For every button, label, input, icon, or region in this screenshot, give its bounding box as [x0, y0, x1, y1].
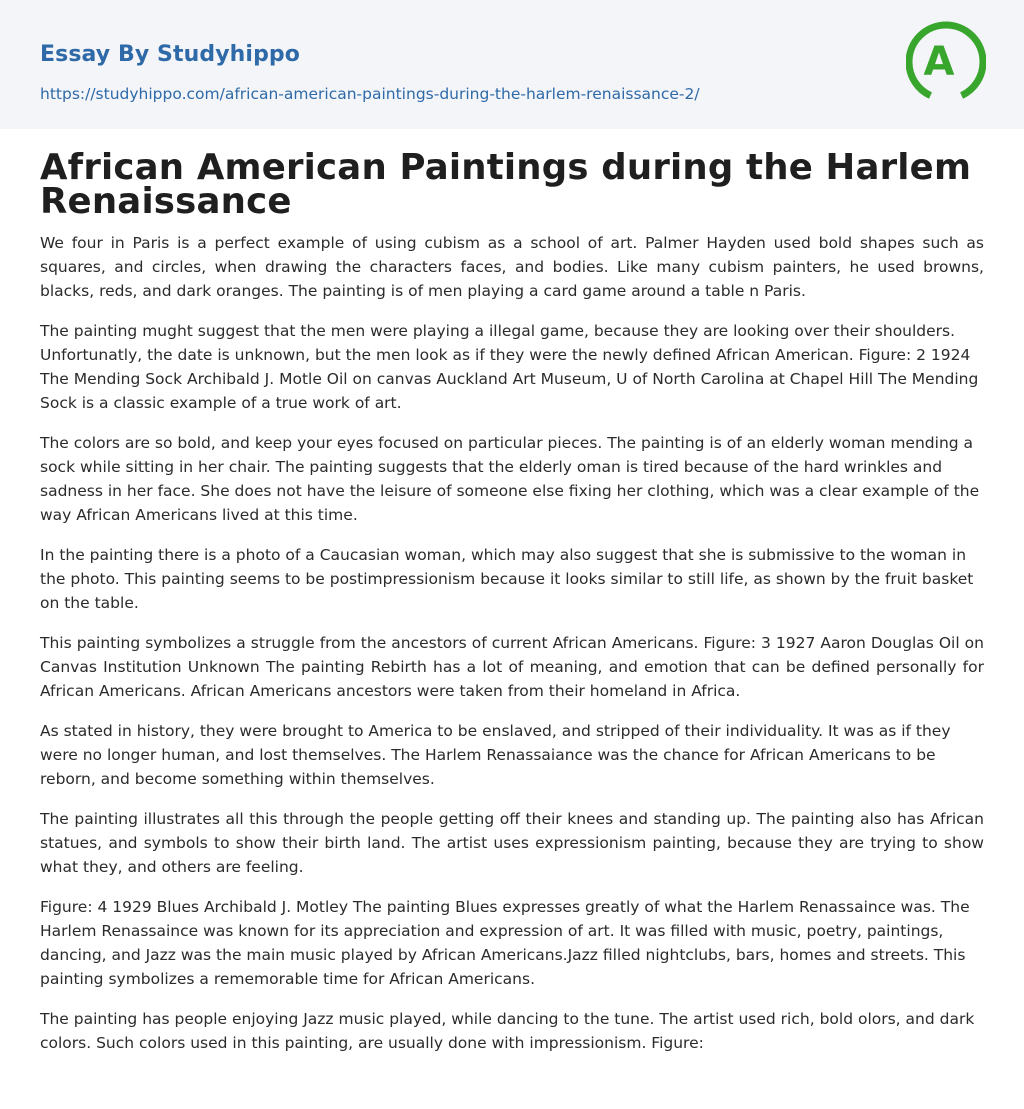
- paragraph-4: In the painting there is a photo of a Caucasian woman, which may also suggest that she is submissive to the woman in the photo. This painting seems to be postimpressionism because it looks similar to still life, as shown by the fruit basket on the table.: [40, 546, 974, 612]
- paragraph-9: The painting has people enjoying Jazz music played, while dancing to the tune. The artist used rich, bold olors, and dark colors. Such colors used in this painting, are usually done with impressionism. Figure:: [40, 1010, 975, 1052]
- studyhippo-logo-icon[interactable]: [906, 19, 986, 105]
- logo-letter: A: [923, 39, 955, 85]
- paragraph-6: As stated in history, they were brought to America to be enslaved, and stripped of their individuality. It was as if they were no longer human, and lost themselves. The Harlem Renassaiance was the chance for African Americans to be reborn, and become something within themselves.: [40, 722, 951, 788]
- paragraph-8: Figure: 4 1929 Blues Archibald J. Motley The painting Blues expresses greatly of what the Harlem Renassaince was. The Harlem Renassaince was known for its appreciation and expression of art. It was filled with music, poetry, paintings, dancing, and Jazz was the main music played by African Americans.Jazz filled nightclubs, bars, homes and streets. This painting symbolizes a rememorable time for African Americans.: [40, 898, 970, 988]
- site-header: [0, 0, 1024, 129]
- page-title: African American Paintings during the Harlem Renaissance: [40, 147, 972, 222]
- paragraph-7: The painting illustrates all this through the people getting off their knees and standing up. The painting also has African statues, and symbols to show their birth land. The artist uses expressionism painting, because they are trying to show what they, and others are feeling.: [40, 810, 984, 876]
- essay-url-link[interactable]: https://studyhippo.com/african-american-paintings-during-the-harlem-renaissance-2/: [40, 85, 700, 103]
- paragraph-5: This painting symbolizes a struggle from the ancestors of current African Americans. Figure: 3 1927 Aaron Douglas Oil on Canvas Institution Unknown The painting Rebirth has a lot of meaning, and emotion that can be defined personally for African Americans. African Americans ancestors were taken from their homeland in Africa.: [40, 634, 984, 700]
- paragraph-3: The colors are so bold, and keep your eyes focused on particular pieces. The painting is of an elderly woman mending a sock while sitting in her chair. The painting suggests that the elderly oman is tired because of the hard wrinkles and sadness in her face. She does not have the leisure of someone else fixing her clothing, which was a clear example of the way African Americans lived at this time.: [40, 434, 980, 524]
- essay-brand[interactable]: Essay By Studyhippo: [40, 42, 300, 67]
- paragraph-2: The painting mught suggest that the men were playing a illegal game, because they are looking over their shoulders. Unfortunatly, the date is unknown, but the men look as if they were the newly defined African American. Figure: 2 1924 The Mending Sock Archibald J. Motle Oil on canvas Auckland Art Museum, U of North Carolina at Chapel Hill The Mending Sock is a classic example of a true work of art.: [40, 322, 979, 412]
- article: [0, 147, 1024, 1055]
- paragraph-1: We four in Paris is a perfect example of using cubism as a school of art. Palmer Hayden used bold shapes such as squares, and circles, when drawing the characters faces, and bodies. Like many cubism painters, he used browns, blacks, reds, and dark oranges. The painting is of men playing a card game around a table n Paris.: [40, 234, 984, 300]
